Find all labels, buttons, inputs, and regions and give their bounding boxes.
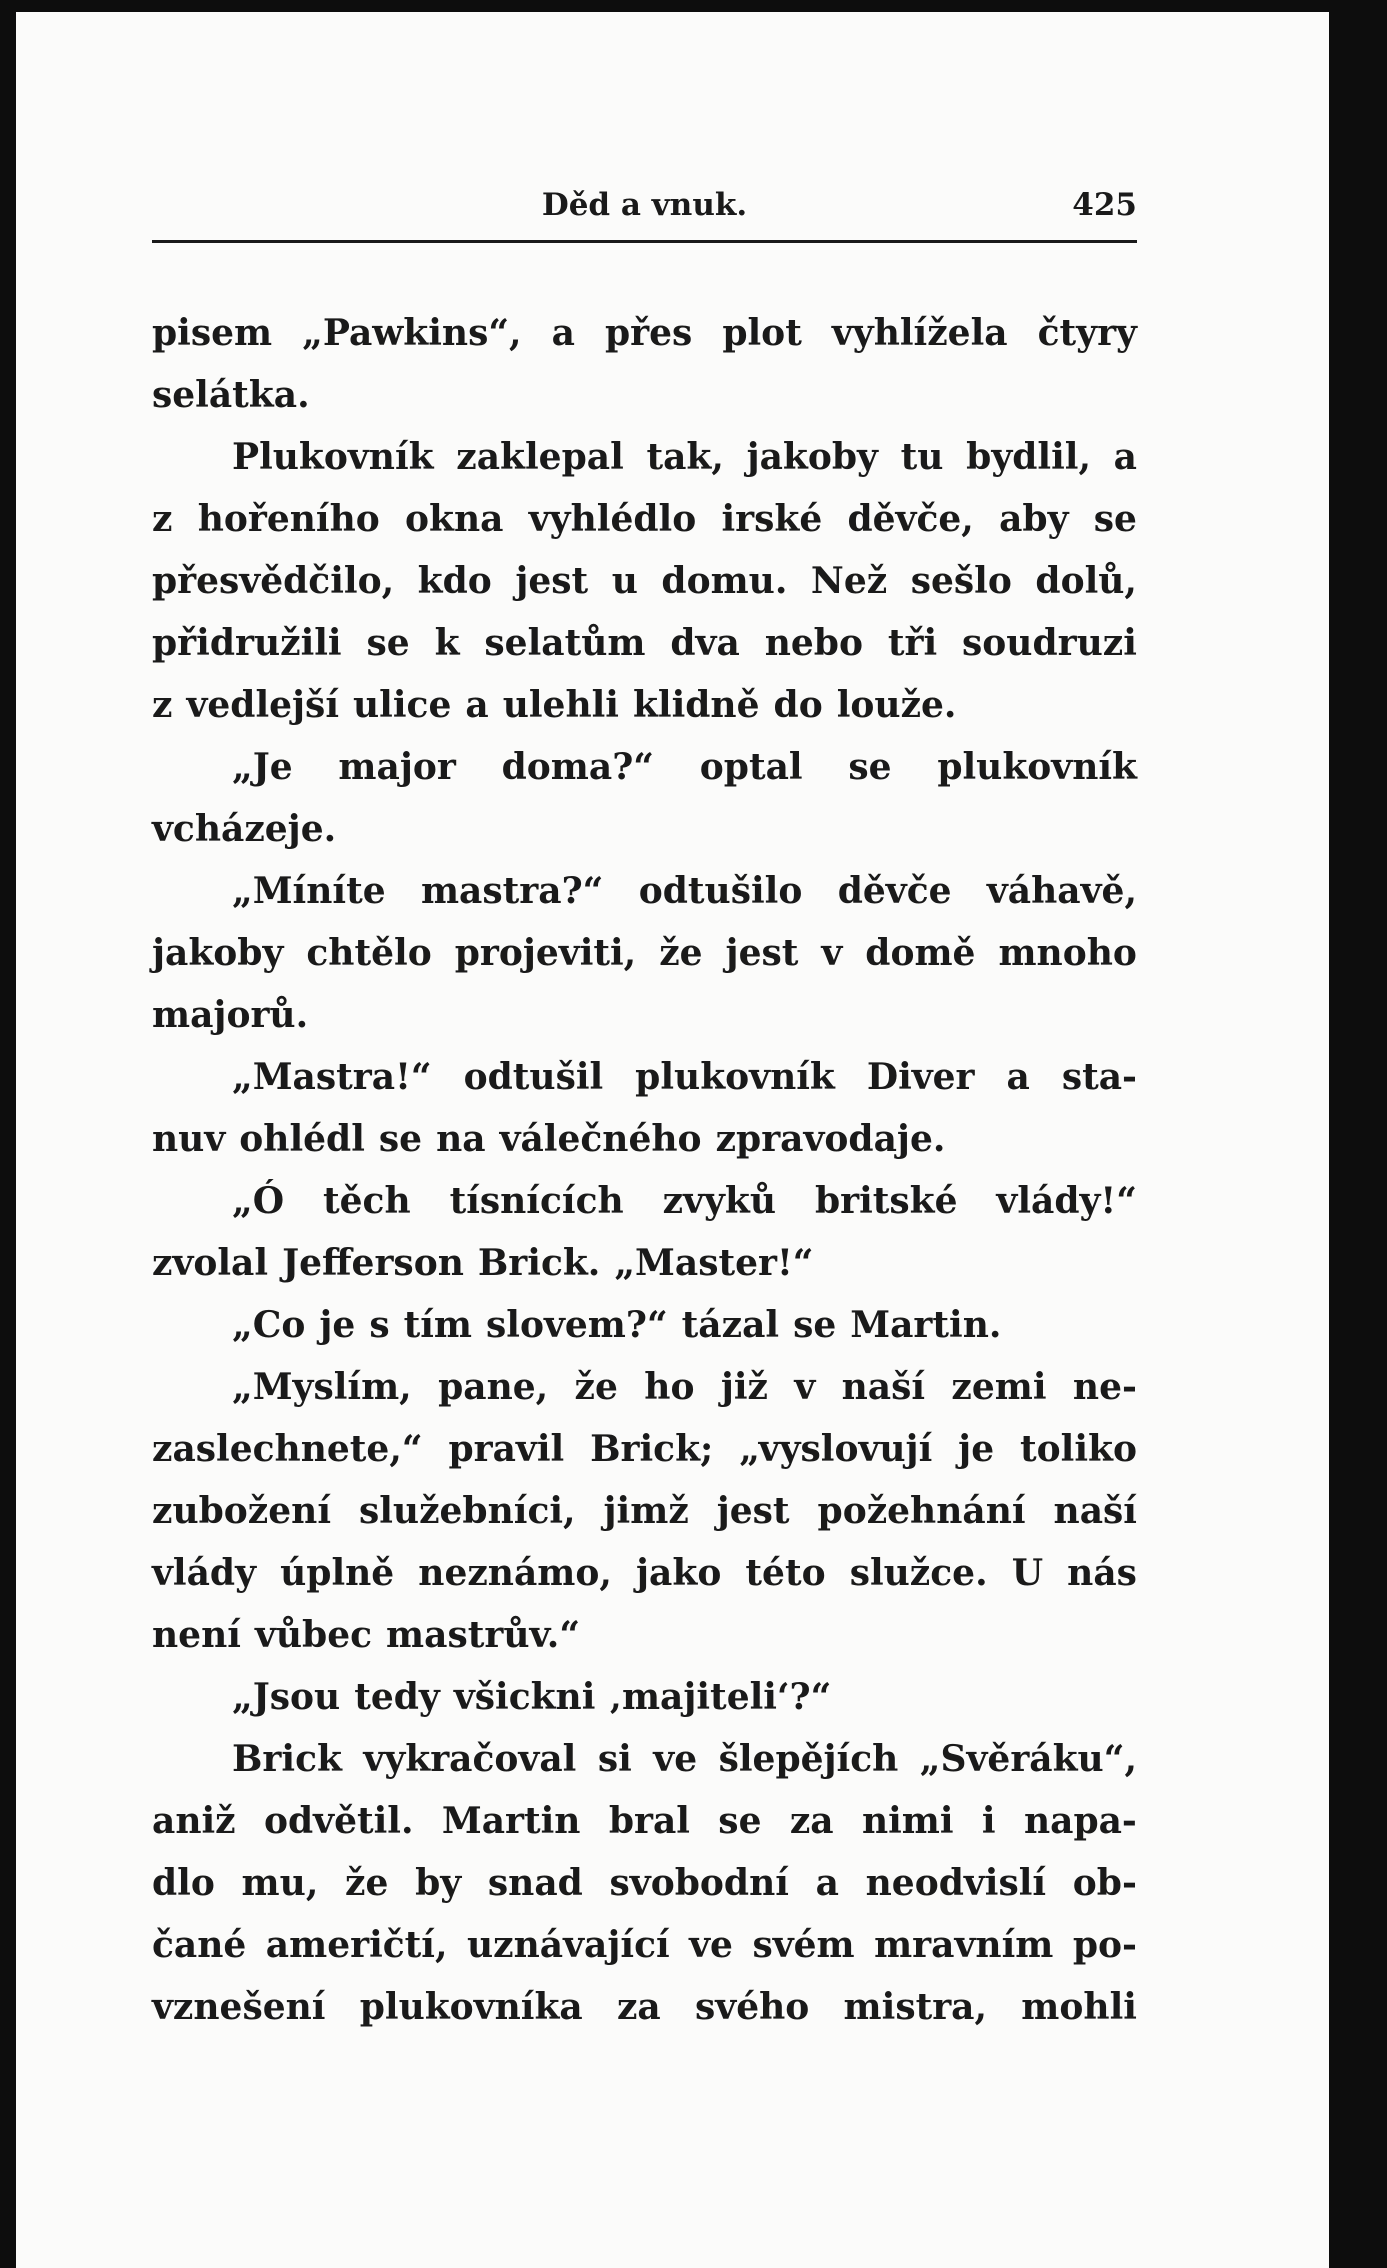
- word: aby: [999, 498, 1069, 540]
- word: kdo: [417, 560, 492, 602]
- word: Brick: [232, 1738, 342, 1780]
- page-number: 425: [1072, 187, 1137, 223]
- text-line: [152, 1294, 1137, 1356]
- word: na: [436, 1118, 486, 1160]
- word: „Mastra!“: [232, 1056, 432, 1098]
- word: „Míníte: [232, 870, 386, 912]
- word: za: [616, 1986, 661, 2028]
- word: vyhlédlo: [528, 498, 697, 540]
- word: optal: [699, 746, 803, 788]
- word: sta-: [1061, 1056, 1137, 1098]
- word: děvče: [837, 870, 952, 912]
- word: domu.: [661, 560, 788, 602]
- word: přesvědčilo,: [152, 560, 395, 602]
- word: plukovník: [937, 746, 1137, 788]
- word: vedlejší: [186, 684, 339, 726]
- text-line: [152, 984, 1137, 1046]
- word: po-: [1072, 1924, 1137, 1966]
- word: tak,: [646, 436, 724, 478]
- text-line: [152, 1170, 1137, 1232]
- text-line: [152, 1666, 1137, 1728]
- word: služce.: [849, 1552, 988, 1594]
- word: přidružili: [152, 622, 342, 664]
- word: jakoby: [152, 932, 284, 974]
- word: těch: [323, 1180, 411, 1222]
- word: ulice: [353, 684, 452, 726]
- word: naší: [841, 1366, 926, 1408]
- text-line: [152, 612, 1137, 674]
- word: do: [773, 684, 823, 726]
- word: že: [659, 932, 703, 974]
- word: odtušil: [463, 1056, 604, 1098]
- word: neodvislí: [865, 1862, 1047, 1904]
- text-line: [152, 1852, 1137, 1914]
- word: zvolal: [152, 1242, 269, 1284]
- word: že: [574, 1366, 618, 1408]
- word: slovem?“: [486, 1304, 668, 1346]
- word: svém: [752, 1924, 855, 1966]
- word: snad: [487, 1862, 583, 1904]
- word: Brick.: [477, 1242, 601, 1284]
- word: zaslechnete,“: [152, 1428, 423, 1470]
- word: tázal: [681, 1304, 780, 1346]
- word: ne-: [1072, 1366, 1137, 1408]
- word: dlo: [152, 1862, 215, 1904]
- word: britské: [814, 1180, 958, 1222]
- word: chtělo: [306, 932, 432, 974]
- word: mu,: [241, 1862, 319, 1904]
- word: aniž: [152, 1800, 236, 1842]
- word: naší: [1053, 1490, 1137, 1532]
- word: svobodní: [609, 1862, 789, 1904]
- word: služebníci,: [358, 1490, 576, 1532]
- word: ve: [653, 1738, 698, 1780]
- word: za: [789, 1800, 834, 1842]
- word: u: [611, 560, 638, 602]
- word: bral: [608, 1800, 690, 1842]
- word: není: [152, 1614, 241, 1656]
- word: Než: [810, 560, 888, 602]
- text-line: [152, 1480, 1137, 1542]
- text-line: [152, 488, 1137, 550]
- word: i: [981, 1800, 996, 1842]
- word: se: [718, 1800, 762, 1842]
- word: se: [793, 1304, 837, 1346]
- text-line: [152, 1914, 1137, 1976]
- word: nebo: [764, 622, 863, 664]
- running-title: Děd a vnuk.: [541, 187, 748, 223]
- word: doma?“: [501, 746, 655, 788]
- word: vykračoval: [363, 1738, 577, 1780]
- word: klidně: [632, 684, 760, 726]
- word: pane,: [438, 1366, 549, 1408]
- word: v: [821, 932, 843, 974]
- word: k: [434, 622, 460, 664]
- word: čané: [152, 1924, 247, 1966]
- word: jako: [636, 1552, 722, 1594]
- word: Diver: [866, 1056, 975, 1098]
- word: louže.: [836, 684, 957, 726]
- word: je: [319, 1304, 356, 1346]
- word: mohli: [1021, 1986, 1137, 2028]
- word: toliko: [1020, 1428, 1137, 1470]
- word: jakoby: [746, 436, 878, 478]
- word: „Pawkins“,: [302, 312, 522, 354]
- word: a: [1113, 436, 1137, 478]
- word: bydlil,: [966, 436, 1091, 478]
- running-head: [152, 180, 1137, 230]
- scan-border-right: [1329, 0, 1387, 2268]
- word: soudruzi: [962, 622, 1137, 664]
- word: plot: [722, 312, 802, 354]
- word: tím: [403, 1304, 472, 1346]
- text-line: [152, 426, 1137, 488]
- word: nás: [1067, 1552, 1137, 1594]
- word: irské: [721, 498, 823, 540]
- word: mravním: [874, 1924, 1054, 1966]
- word: „Co: [232, 1304, 306, 1346]
- word: šlepějích: [718, 1738, 899, 1780]
- word: selátka.: [152, 374, 310, 416]
- word: že: [345, 1862, 389, 1904]
- word: mnoho: [998, 932, 1137, 974]
- word: jimž: [603, 1490, 689, 1532]
- text-line: [152, 1542, 1137, 1604]
- text-line: [152, 1046, 1137, 1108]
- word: mistra,: [843, 1986, 988, 2028]
- text-line: [152, 1232, 1137, 1294]
- text-line: [152, 302, 1137, 364]
- word: v: [794, 1366, 816, 1408]
- body-text: [152, 302, 1137, 2038]
- header-rule: [152, 240, 1137, 243]
- word: ob-: [1072, 1862, 1137, 1904]
- word: tedy: [354, 1676, 440, 1718]
- word: přes: [604, 312, 693, 354]
- word: napa-: [1023, 1800, 1137, 1842]
- word: se: [366, 622, 410, 664]
- word: čtyry: [1037, 312, 1137, 354]
- word: „Je: [232, 746, 293, 788]
- text-line: [152, 1418, 1137, 1480]
- text-line: [152, 860, 1137, 922]
- word: zubožení: [152, 1490, 331, 1532]
- word: z: [152, 498, 173, 540]
- word: a: [815, 1862, 839, 1904]
- word: ohlédl: [239, 1118, 365, 1160]
- word: vznešení: [152, 1986, 326, 2028]
- word: Martin: [441, 1800, 581, 1842]
- word: vůbec: [254, 1614, 373, 1656]
- word: jest: [515, 560, 589, 602]
- word: vlády: [152, 1552, 257, 1594]
- word: mastra?“: [420, 870, 604, 912]
- word: plukovníka: [359, 1986, 583, 2028]
- word: pravil: [448, 1428, 565, 1470]
- word: odvětil.: [263, 1800, 414, 1842]
- word: tísnících: [449, 1180, 624, 1222]
- word: pisem: [152, 312, 273, 354]
- scan-border-left: [0, 0, 16, 2268]
- word: ho: [644, 1366, 695, 1408]
- text-line: [152, 736, 1137, 798]
- word: ve: [689, 1924, 733, 1966]
- word: „Master!“: [614, 1242, 814, 1284]
- word: jest: [716, 1490, 790, 1532]
- word: major: [338, 746, 456, 788]
- word: neznámo,: [418, 1552, 612, 1594]
- word: zaklepal: [456, 436, 624, 478]
- text-line: [152, 1976, 1137, 2038]
- word: svého: [695, 1986, 810, 2028]
- word: již: [720, 1366, 768, 1408]
- text-line: [152, 674, 1137, 736]
- word: válečného: [499, 1118, 702, 1160]
- word: ulehli: [502, 684, 619, 726]
- word: Brick;: [590, 1428, 714, 1470]
- word: „vyslovují: [739, 1428, 933, 1470]
- word: „Jsou: [232, 1676, 341, 1718]
- word: požehnání: [817, 1490, 1026, 1532]
- word: z: [152, 684, 173, 726]
- word: je: [958, 1428, 995, 1470]
- word: a: [465, 684, 489, 726]
- word: selatům: [484, 622, 646, 664]
- word: „Myslím,: [232, 1366, 412, 1408]
- word: váhavě,: [986, 870, 1137, 912]
- text-line: [152, 1728, 1137, 1790]
- word: plukovník: [635, 1056, 835, 1098]
- word: dolů,: [1035, 560, 1137, 602]
- word: ‚majiteli‘?“: [609, 1676, 832, 1718]
- text-line: [152, 1790, 1137, 1852]
- word: této: [745, 1552, 826, 1594]
- word: američtí,: [265, 1924, 448, 1966]
- scan-border-top: [0, 0, 1387, 12]
- word: odtušilo: [638, 870, 803, 912]
- word: všickni: [453, 1676, 596, 1718]
- word: sešlo: [910, 560, 1012, 602]
- word: s: [369, 1304, 390, 1346]
- word: zpravodaje.: [715, 1118, 946, 1160]
- text-line: [152, 1356, 1137, 1418]
- word: Plukovník: [232, 436, 434, 478]
- word: nuv: [152, 1118, 226, 1160]
- word: jest: [725, 932, 799, 974]
- word: Martin.: [850, 1304, 1002, 1346]
- word: uznávající: [467, 1924, 670, 1966]
- word: se: [848, 746, 892, 788]
- word: domě: [865, 932, 976, 974]
- word: by: [415, 1862, 462, 1904]
- word: mastrův.“: [386, 1614, 581, 1656]
- word: vcházeje.: [152, 808, 337, 850]
- word: Jefferson: [282, 1242, 464, 1284]
- word: okna: [405, 498, 504, 540]
- word: se: [1093, 498, 1137, 540]
- word: vlády!“: [996, 1180, 1137, 1222]
- word: dva: [670, 622, 740, 664]
- word: nimi: [861, 1800, 954, 1842]
- text-line: [152, 550, 1137, 612]
- word: tři: [887, 622, 938, 664]
- word: úplně: [280, 1552, 395, 1594]
- text-line: [152, 1604, 1137, 1666]
- word: a: [551, 312, 575, 354]
- word: zemi: [951, 1366, 1047, 1408]
- text-line: [152, 922, 1137, 984]
- word: vyhlížela: [831, 312, 1008, 354]
- word: si: [597, 1738, 632, 1780]
- word: tu: [900, 436, 944, 478]
- word: majorů.: [152, 994, 309, 1036]
- word: U: [1011, 1552, 1044, 1594]
- word: projeviti,: [454, 932, 637, 974]
- text-line: [152, 1108, 1137, 1170]
- text-line: [152, 364, 1137, 426]
- word: děvče,: [847, 498, 974, 540]
- text-line: [152, 798, 1137, 860]
- word: hořeního: [197, 498, 380, 540]
- word: zvyků: [662, 1180, 777, 1222]
- word: „Svěráku“,: [919, 1738, 1137, 1780]
- word: se: [378, 1118, 423, 1160]
- word: „Ó: [232, 1180, 285, 1222]
- word: a: [1006, 1056, 1030, 1098]
